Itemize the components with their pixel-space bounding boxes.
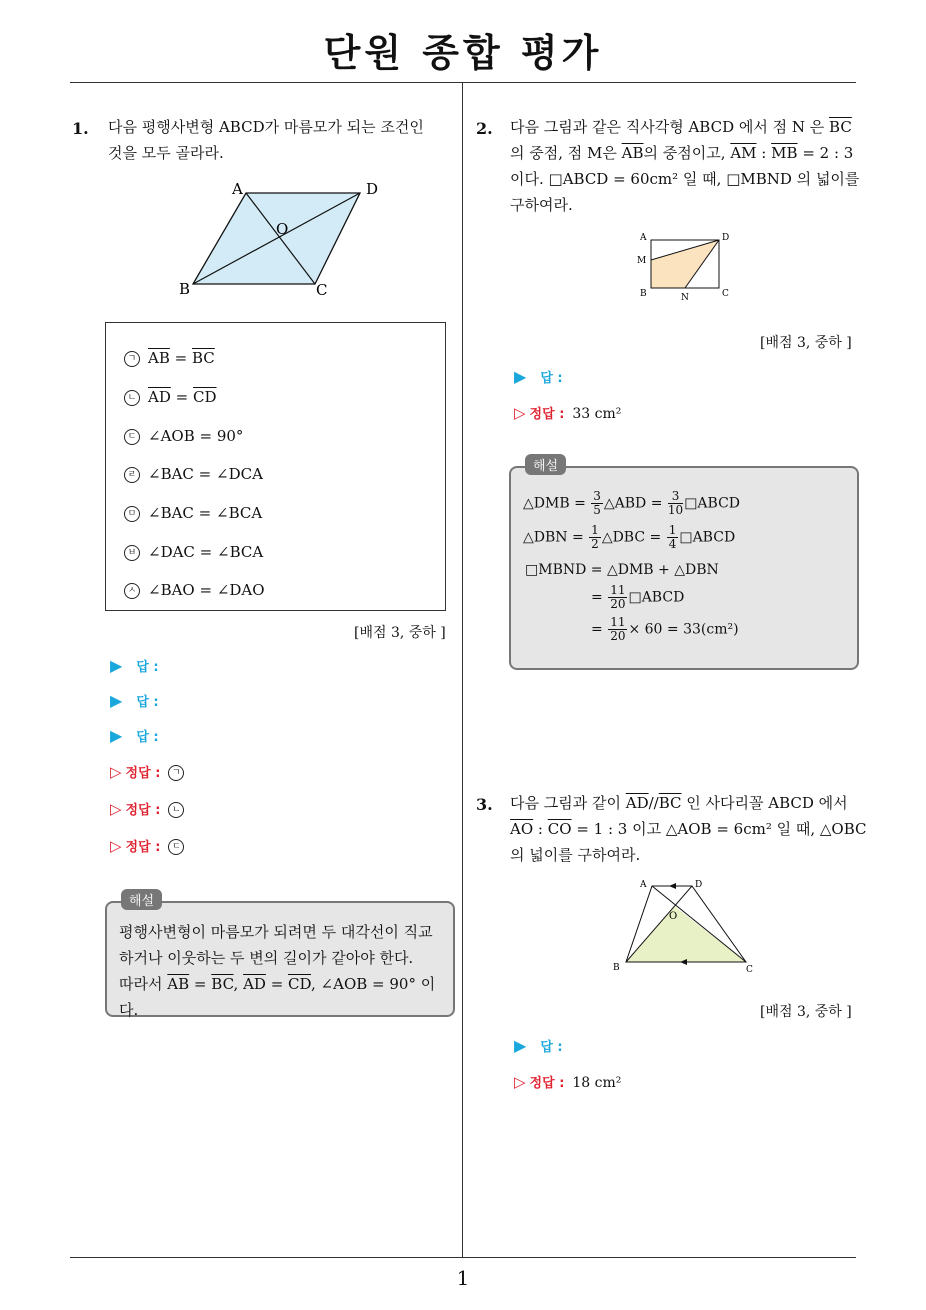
choice-mark: ㅁ bbox=[124, 506, 140, 522]
q1-solution-text: 평행사변형이 마름모가 되려면 두 대각선이 직교 하거나 이웃하는 두 변의 길이가 같아야 한다. 따라서 $\overline{AB} = \overline{BC}$, $\overline{AD} = \overline{CD}$, ∠AOB = 90° 이다. bbox=[119, 923, 436, 1019]
q2-figure-rectangle bbox=[634, 228, 744, 304]
q3-correct-row: ▷ 정답 : 18 cm² bbox=[514, 1073, 622, 1091]
choice-mark: ㅂ bbox=[124, 545, 140, 561]
q1-correct-row-1: ▷ 정답 : ㄱ bbox=[110, 762, 192, 781]
q1-answer-row-3: ▶ 답 : bbox=[110, 726, 159, 745]
play-arrow-icon: ▶ bbox=[110, 656, 123, 675]
q3-answer-row: ▶ 답 : bbox=[514, 1036, 563, 1055]
q2-sol-line-5: = $\frac{11}{20}$ × 60 = 33(cm²) bbox=[591, 615, 739, 643]
play-arrow-icon: ▶ bbox=[514, 367, 527, 386]
q1-label-d: D bbox=[366, 180, 379, 198]
triangle-outline-icon: ▷ bbox=[514, 404, 526, 422]
q2-solution-box bbox=[509, 459, 859, 670]
q1-choice-3: ㄷ ∠AOB = 90° bbox=[124, 427, 243, 445]
q2-correct-row: ▷ 정답 : 33 cm² bbox=[514, 404, 622, 422]
correct-mark: ㄷ bbox=[168, 839, 184, 855]
q2-correct-value: 33 cm² bbox=[572, 406, 622, 422]
choice-mark: ㄱ bbox=[124, 351, 140, 367]
q2-label-b: B bbox=[640, 289, 647, 299]
q1-choices-box bbox=[105, 322, 446, 611]
page-number: 1 bbox=[456, 1266, 470, 1290]
q1-label-o: O bbox=[276, 220, 289, 238]
choice-mark: ㄹ bbox=[124, 467, 140, 483]
q2-sol-line-4: = $\frac{11}{20}$ □ABCD bbox=[591, 583, 685, 611]
top-rule bbox=[70, 82, 856, 83]
choice-mark: ㄷ bbox=[124, 429, 140, 445]
q2-solution-tag: 해설 bbox=[525, 454, 566, 475]
q2-answer-row: ▶ 답 : bbox=[514, 367, 563, 386]
q1-line2: 것을 모두 골라라. bbox=[108, 144, 224, 162]
q2-number: 2. bbox=[476, 119, 493, 138]
q3-correct-value: 18 cm² bbox=[572, 1075, 622, 1091]
q3-label-d: D bbox=[695, 880, 703, 890]
q1-choice-7: ㅅ ∠BAO = ∠DAO bbox=[124, 581, 265, 599]
choice-mark: ㅅ bbox=[124, 583, 140, 599]
q1-correct-row-2: ▷ 정답 : ㄴ bbox=[110, 799, 192, 818]
q2-text: 다음 그림과 같은 직사각형 ABCD 에서 점 N 은 $\overline{BC}$ 의 중점, 점 M은 $\overline{AB}$의 중점이고, $\overline{AM}$ : $\overline{MB} = 2$ : 3 이다. □ABCD = 60cm² 일 때, □MBND 의 넓이를 구하여라. bbox=[510, 118, 860, 214]
q1-choice-5: ㅁ ∠BAC = ∠BCA bbox=[124, 504, 262, 522]
q1-line1: 다음 평행사변형 ABCD가 마름모가 되는 조건인 bbox=[108, 118, 424, 136]
q1-score: [배점 3, 중하 ] bbox=[354, 625, 446, 641]
q1-solution-tag: 해설 bbox=[121, 889, 162, 910]
q1-correct-row-3: ▷ 정답 : ㄷ bbox=[110, 836, 192, 855]
q1-choice-2: ㄴ $\overline{AD} = \overline{CD}$ bbox=[124, 388, 217, 406]
triangle-outline-icon: ▷ bbox=[514, 1073, 526, 1091]
play-arrow-icon: ▶ bbox=[110, 726, 123, 745]
q2-label-c: C bbox=[722, 289, 729, 299]
q2-label-a: A bbox=[640, 233, 647, 243]
choice-mark: ㄴ bbox=[124, 390, 140, 406]
q3-label-b: B bbox=[613, 963, 620, 973]
q2-sol-line-1: △DMB = $\frac{3}{5}$ △ABD = $\frac{3}{10}$ □ABCD bbox=[523, 489, 741, 517]
q2-score: [배점 3, 중하 ] bbox=[760, 335, 852, 351]
q3-figure-trapezoid bbox=[606, 874, 766, 978]
correct-mark: ㄱ bbox=[168, 765, 184, 781]
q1-label-c: C bbox=[316, 281, 328, 299]
triangle-outline-icon: ▷ bbox=[110, 763, 122, 781]
q2-sol-line-2: △DBN = $\frac{1}{2}$ △DBC = $\frac{1}{4}$ □ABCD bbox=[523, 523, 736, 551]
q2-label-m: M bbox=[637, 256, 647, 266]
triangle-outline-icon: ▷ bbox=[110, 837, 122, 855]
q3-label-c: C bbox=[746, 965, 753, 975]
q3-text: 다음 그림과 같이 $\overline{AD}//\overline{BC}$ 인 사다리꼴 ABCD 에서 $\overline{AO}$ : $\overline{CO} = 1$ : 3 이고 △AOB = 6cm² 일 때, △OBC 의 넓이를 구하여라. bbox=[510, 794, 867, 864]
q3-number: 3. bbox=[476, 795, 493, 814]
q1-answer-row-1: ▶ 답 : bbox=[110, 656, 159, 675]
q3-score: [배점 3, 중하 ] bbox=[760, 1004, 852, 1020]
q2-sol-line-3: □MBND = △DMB + △DBN bbox=[525, 562, 719, 578]
q1-number: 1. bbox=[72, 119, 89, 138]
q1-solution-box bbox=[105, 894, 455, 1019]
play-arrow-icon: ▶ bbox=[110, 691, 123, 710]
q1-label-b: B bbox=[179, 280, 191, 298]
bottom-rule bbox=[70, 1257, 856, 1258]
q3-label-a: A bbox=[640, 880, 647, 890]
q2-label-n: N bbox=[681, 293, 689, 303]
q1-answer-row-2: ▶ 답 : bbox=[110, 691, 159, 710]
q1-choice-6: ㅂ ∠DAC = ∠BCA bbox=[124, 543, 263, 561]
q1-text bbox=[108, 114, 424, 166]
q1-label-a: A bbox=[232, 180, 243, 198]
q2-label-d: D bbox=[722, 233, 730, 243]
q1-choice-1: ㄱ $\overline{AB} = \overline{BC}$ bbox=[124, 349, 215, 367]
q1-figure-parallelogram bbox=[170, 176, 400, 301]
q3-label-o: O bbox=[669, 911, 678, 922]
play-arrow-icon: ▶ bbox=[514, 1036, 527, 1055]
correct-mark: ㄴ bbox=[168, 802, 184, 818]
triangle-outline-icon: ▷ bbox=[110, 800, 122, 818]
q1-choice-4: ㄹ ∠BAC = ∠DCA bbox=[124, 465, 263, 483]
page-title: 단원 종합 평가 bbox=[323, 31, 603, 75]
column-separator bbox=[462, 82, 463, 1257]
